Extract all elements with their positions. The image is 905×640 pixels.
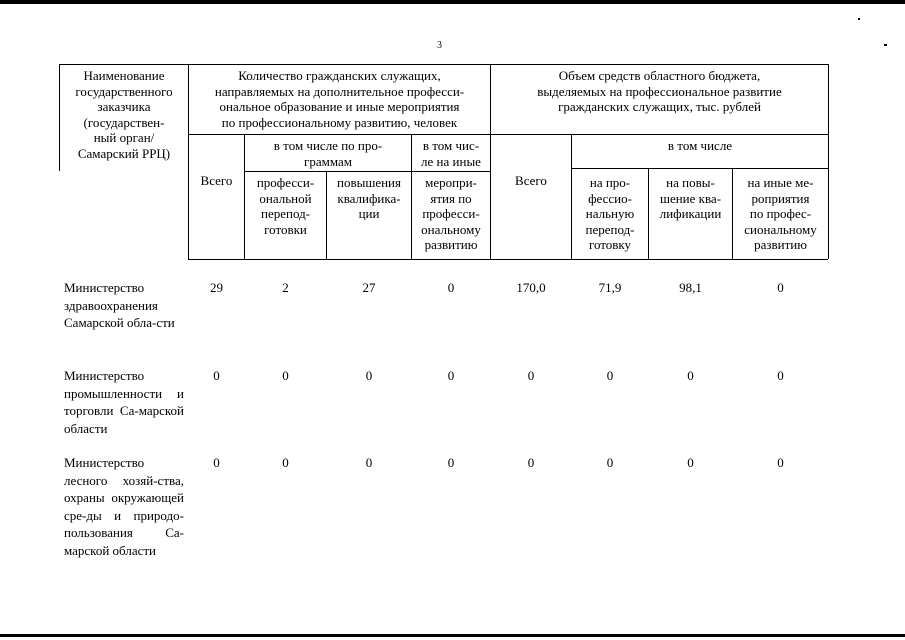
header-count-group: Количество гражданских служащих, направляемых на дополнительное професси- ональное образование и иные мероприятия по профессиональному развитию, человек (214, 68, 465, 130)
row-value: 0 (777, 368, 784, 383)
row-ministry-name: Министерство промышленности и торговли Са-марской области (64, 368, 184, 436)
row-value: 0 (282, 368, 289, 383)
row-value: 0 (282, 455, 289, 470)
row-value: 98,1 (679, 280, 702, 295)
row-value: 0 (777, 280, 784, 295)
row-value: 0 (213, 455, 220, 470)
table-rule (244, 171, 490, 172)
row-value: 0 (447, 280, 455, 295)
table-border-top (59, 64, 828, 65)
page-number: 3 (437, 40, 442, 51)
row-value: 0 (777, 455, 784, 470)
table-border-bottom (188, 259, 828, 260)
header-budget-other: на иные ме- роприятия по профес- сиональному развитию (744, 175, 817, 253)
header-budget-group: Объем средств областного бюджета, выделяемых на профессиональное развитие гражданских служащих, тыс. рублей (537, 68, 782, 115)
row-value: 0 (365, 455, 373, 470)
table-border-right (828, 64, 829, 259)
row-value: 0 (213, 368, 220, 383)
row-value: 0 (447, 455, 455, 470)
row-value: 0 (447, 368, 455, 383)
row-value: 0 (687, 368, 694, 383)
row-value: 0 (527, 455, 535, 470)
row-value: 0 (606, 368, 614, 383)
row-value: 0 (365, 368, 373, 383)
row-value: 71,9 (598, 280, 622, 295)
row-value: 0 (687, 455, 694, 470)
row-value: 29 (210, 280, 223, 295)
row-value: 27 (362, 280, 376, 295)
header-count-other-events: в том чис- ле на иные (421, 138, 481, 169)
row-value: 2 (282, 280, 289, 295)
row-value: 170,0 (516, 280, 546, 295)
header-count-retraining: професси- ональной перепод- готовки (256, 175, 315, 237)
row-ministry-name: Министерство лесного хозяй-ства, охраны окружающей сре-ды и природо-пользования Са-марской области (64, 455, 184, 558)
header-budget-qualification: на повы- шение ква- лификации (659, 175, 722, 222)
header-count-programs: в том числе по про- граммам (273, 138, 383, 169)
table-rule (188, 134, 828, 135)
header-count-other: меропри- ятия по професси- ональному развитию (421, 175, 481, 253)
header-budget-total: Всего (515, 173, 547, 188)
header-budget-retraining: на про- фессио- нальную перепод- готовку (585, 175, 635, 253)
row-value: 0 (606, 455, 614, 470)
header-customer: Наименование государственного заказчика (государствен- ный орган/ Самарский РРЦ) (75, 68, 173, 161)
header-budget-including: в том числе (667, 138, 733, 153)
row-ministry-name: Министерство здравоохранения Самарской обла-сти (64, 280, 175, 330)
table-rule (571, 168, 828, 169)
header-count-total: Всего (200, 173, 233, 188)
header-count-qualification: повышения квалифика- ции (336, 175, 401, 222)
row-value: 0 (527, 368, 535, 383)
